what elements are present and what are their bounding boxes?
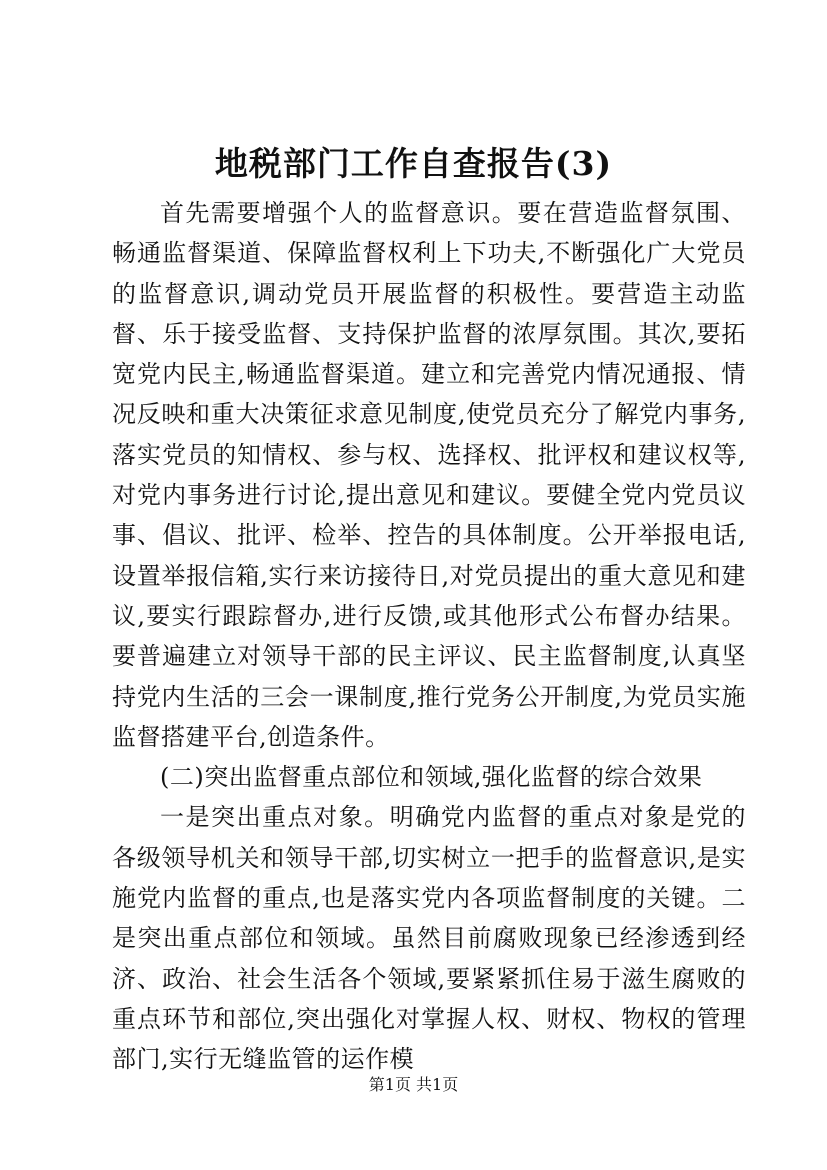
body-paragraph: 首先需要增强个人的监督意识。要在营造监督氛围、畅通监督渠道、保障监督权利上下功夫,不断强化广大党员的监督意识,调动党员开展监督的积极性。要营造主动监督、乐于接受监督、支持保护监督的浓厚氛围。其次,要拓宽党内民主,畅通监督渠道。建立和完善党内情况通报、情况反映和重大决策征求意见制度,使党员充分了解党内事务,落实党员的知情权、参与权、选择权、批评权和建议权等,对党内事务进行讨论,提出意见和建议。要健全党内党员议事、倡议、批评、检举、控告的具体制度。公开举报电话,设置举报信箱,实行来访接待日,对党员提出的重大意见和建议,要实行跟踪督办,进行反馈,或其他形式公布督办结果。要普遍建立对领导干部的民主评议、民主监督制度,认真坚持党内生活的三会一课制度,推行党务公开制度,为党员实施监督搭建平台,创造条件。 — [112, 199, 746, 751]
document-title: 地税部门工作自查报告(3) — [214, 144, 613, 183]
section-heading: (二)突出监督重点部位和领域,强化监督的综合效果 — [160, 763, 703, 792]
document-body — [112, 193, 746, 1080]
body-paragraph: 一是突出重点对象。明确党内监督的重点对象是党的各级领导机关和领导干部,切实树立一把手的监督意识,是实施党内监督的重点,也是落实党内各项监督制度的关键。二是突出重点部位和领域。虽然目前腐败现象已经渗透到经济、政治、社会生活各个领域,要紧紧抓住易于滋生腐败的重点环节和部位,突出强化对掌握人权、财权、物权的管理部门,实行无缝监管的运作模 — [112, 803, 746, 1074]
page-footer: 第1页 共1页 — [368, 1075, 459, 1094]
